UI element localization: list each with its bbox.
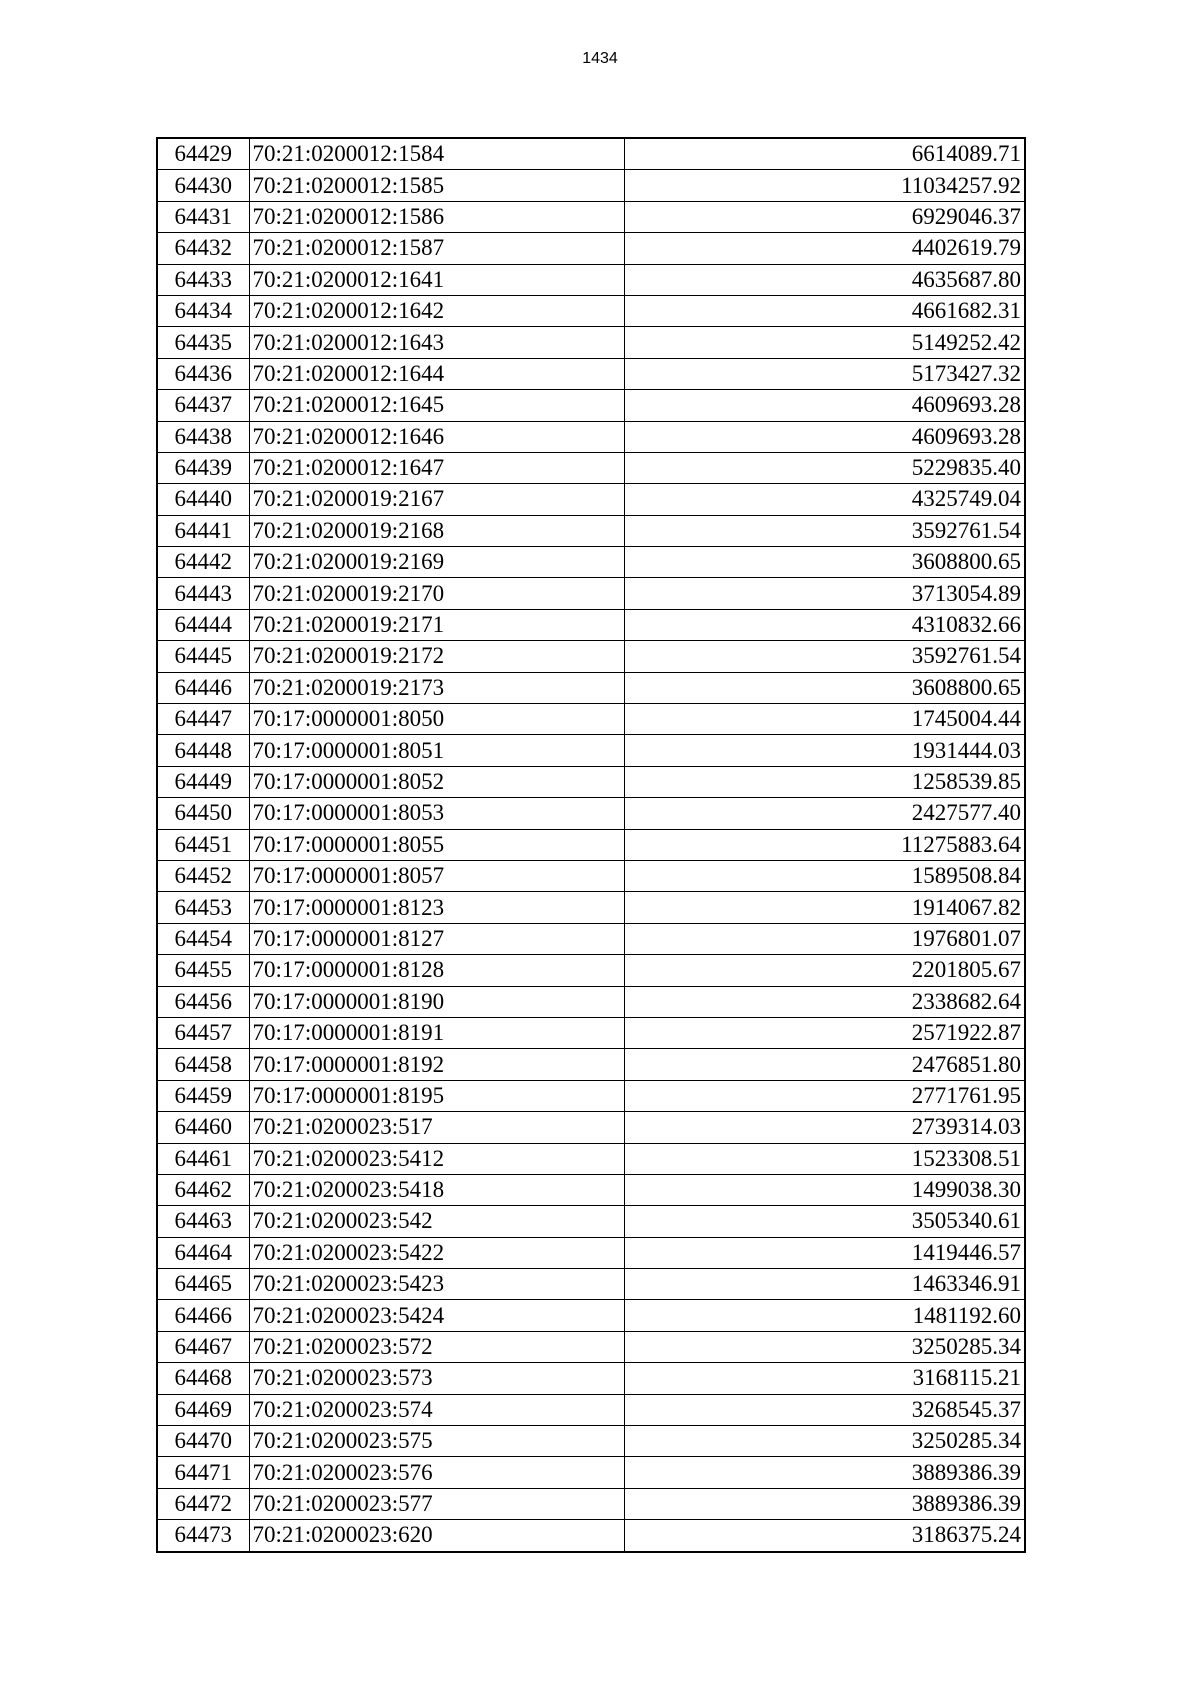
table-row bbox=[157, 1112, 1025, 1143]
cadastral-number-cell: 70:21:0200019:2167 bbox=[249, 484, 624, 515]
cadastral-number-cell: 70:21:0200012:1586 bbox=[249, 201, 624, 232]
table-row bbox=[157, 1488, 1025, 1519]
cadastral-number-cell: 70:21:0200023:5423 bbox=[249, 1269, 624, 1300]
table-row bbox=[157, 295, 1025, 326]
table-row bbox=[157, 358, 1025, 389]
table-row bbox=[157, 1363, 1025, 1394]
table-row bbox=[157, 390, 1025, 421]
cadastral-number-cell: 70:21:0200012:1587 bbox=[249, 233, 624, 264]
row-number-cell: 64446 bbox=[157, 672, 249, 703]
row-number-cell: 64456 bbox=[157, 986, 249, 1017]
table-row bbox=[157, 1269, 1025, 1300]
row-number-cell: 64430 bbox=[157, 170, 249, 201]
row-number-cell: 64451 bbox=[157, 829, 249, 860]
cadastral-number-cell: 70:21:0200023:517 bbox=[249, 1112, 624, 1143]
cadastral-number-cell: 70:21:0200023:577 bbox=[249, 1488, 624, 1519]
cadastral-value-cell: 11034257.92 bbox=[624, 170, 1025, 201]
cadastral-value-cell: 3186375.24 bbox=[624, 1520, 1025, 1552]
row-number-cell: 64452 bbox=[157, 860, 249, 891]
row-number-cell: 64464 bbox=[157, 1237, 249, 1268]
table-row bbox=[157, 1174, 1025, 1205]
table-row bbox=[157, 735, 1025, 766]
row-number-cell: 64436 bbox=[157, 358, 249, 389]
cadastral-value-cell: 1931444.03 bbox=[624, 735, 1025, 766]
cadastral-number-cell: 70:21:0200012:1643 bbox=[249, 327, 624, 358]
row-number-cell: 64468 bbox=[157, 1363, 249, 1394]
table-row bbox=[157, 515, 1025, 546]
cadastral-number-cell: 70:17:0000001:8055 bbox=[249, 829, 624, 860]
table-row bbox=[157, 829, 1025, 860]
table-row bbox=[157, 609, 1025, 640]
table-row bbox=[157, 578, 1025, 609]
cadastral-value-cell: 3250285.34 bbox=[624, 1426, 1025, 1457]
table-row bbox=[157, 1520, 1025, 1552]
cadastral-number-cell: 70:21:0200012:1641 bbox=[249, 264, 624, 295]
row-number-cell: 64473 bbox=[157, 1520, 249, 1552]
cadastral-value-cell: 3889386.39 bbox=[624, 1457, 1025, 1488]
row-number-cell: 64469 bbox=[157, 1394, 249, 1425]
cadastral-value-cell: 4609693.28 bbox=[624, 421, 1025, 452]
cadastral-number-cell: 70:17:0000001:8128 bbox=[249, 955, 624, 986]
cadastral-number-cell: 70:17:0000001:8191 bbox=[249, 1017, 624, 1048]
row-number-cell: 64441 bbox=[157, 515, 249, 546]
cadastral-value-cell: 2338682.64 bbox=[624, 986, 1025, 1017]
cadastral-number-cell: 70:21:0200012:1647 bbox=[249, 452, 624, 483]
cadastral-value-cell: 1258539.85 bbox=[624, 766, 1025, 797]
row-number-cell: 64455 bbox=[157, 955, 249, 986]
cadastral-value-cell: 3608800.65 bbox=[624, 672, 1025, 703]
row-number-cell: 64443 bbox=[157, 578, 249, 609]
row-number-cell: 64440 bbox=[157, 484, 249, 515]
cadastral-number-cell: 70:21:0200012:1645 bbox=[249, 390, 624, 421]
row-number-cell: 64457 bbox=[157, 1017, 249, 1048]
row-number-cell: 64438 bbox=[157, 421, 249, 452]
row-number-cell: 64433 bbox=[157, 264, 249, 295]
cadastral-number-cell: 70:17:0000001:8195 bbox=[249, 1080, 624, 1111]
row-number-cell: 64429 bbox=[157, 138, 249, 170]
cadastral-value-cell: 5173427.32 bbox=[624, 358, 1025, 389]
row-number-cell: 64466 bbox=[157, 1300, 249, 1331]
page-number: 1434 bbox=[582, 50, 618, 67]
cadastral-value-cell: 1499038.30 bbox=[624, 1174, 1025, 1205]
cadastral-value-cell: 3592761.54 bbox=[624, 515, 1025, 546]
cadastral-value-cell: 4310832.66 bbox=[624, 609, 1025, 640]
cadastral-number-cell: 70:21:0200023:572 bbox=[249, 1331, 624, 1362]
cadastral-number-cell: 70:17:0000001:8052 bbox=[249, 766, 624, 797]
row-number-cell: 64458 bbox=[157, 1049, 249, 1080]
table-row bbox=[157, 704, 1025, 735]
row-number-cell: 64448 bbox=[157, 735, 249, 766]
cadastral-number-cell: 70:17:0000001:8192 bbox=[249, 1049, 624, 1080]
row-number-cell: 64472 bbox=[157, 1488, 249, 1519]
cadastral-value-cell: 4402619.79 bbox=[624, 233, 1025, 264]
cadastral-number-cell: 70:21:0200023:575 bbox=[249, 1426, 624, 1457]
cadastral-value-cell: 3505340.61 bbox=[624, 1206, 1025, 1237]
cadastral-value-cell: 1976801.07 bbox=[624, 923, 1025, 954]
table-body bbox=[157, 138, 1025, 1552]
cadastral-value-cell: 3608800.65 bbox=[624, 547, 1025, 578]
row-number-cell: 64453 bbox=[157, 892, 249, 923]
row-number-cell: 64439 bbox=[157, 452, 249, 483]
row-number-cell: 64432 bbox=[157, 233, 249, 264]
cadastral-value-cell: 3168115.21 bbox=[624, 1363, 1025, 1394]
cadastral-value-cell: 4661682.31 bbox=[624, 295, 1025, 326]
table-row bbox=[157, 860, 1025, 891]
cadastral-value-cell: 1523308.51 bbox=[624, 1143, 1025, 1174]
cadastral-number-cell: 70:21:0200012:1584 bbox=[249, 138, 624, 170]
table-row bbox=[157, 1426, 1025, 1457]
cadastral-value-cell: 1481192.60 bbox=[624, 1300, 1025, 1331]
table-row bbox=[157, 1394, 1025, 1425]
table-row bbox=[157, 955, 1025, 986]
cadastral-value-cell: 3250285.34 bbox=[624, 1331, 1025, 1362]
cadastral-number-cell: 70:21:0200012:1644 bbox=[249, 358, 624, 389]
row-number-cell: 64471 bbox=[157, 1457, 249, 1488]
cadastral-number-cell: 70:21:0200019:2169 bbox=[249, 547, 624, 578]
cadastral-value-cell: 1463346.91 bbox=[624, 1269, 1025, 1300]
table-row bbox=[157, 452, 1025, 483]
cadastral-number-cell: 70:21:0200023:5418 bbox=[249, 1174, 624, 1205]
table-row bbox=[157, 201, 1025, 232]
table-row bbox=[157, 1331, 1025, 1362]
row-number-cell: 64447 bbox=[157, 704, 249, 735]
cadastral-number-cell: 70:21:0200019:2172 bbox=[249, 641, 624, 672]
table-row bbox=[157, 1049, 1025, 1080]
cadastral-number-cell: 70:17:0000001:8053 bbox=[249, 798, 624, 829]
row-number-cell: 64431 bbox=[157, 201, 249, 232]
cadastral-number-cell: 70:21:0200023:5412 bbox=[249, 1143, 624, 1174]
table-row bbox=[157, 138, 1025, 170]
row-number-cell: 64434 bbox=[157, 295, 249, 326]
cadastral-number-cell: 70:21:0200012:1585 bbox=[249, 170, 624, 201]
cadastral-number-cell: 70:21:0200023:5422 bbox=[249, 1237, 624, 1268]
table-row bbox=[157, 766, 1025, 797]
table-row bbox=[157, 484, 1025, 515]
cadastral-value-cell: 3713054.89 bbox=[624, 578, 1025, 609]
cadastral-number-cell: 70:21:0200019:2173 bbox=[249, 672, 624, 703]
row-number-cell: 64467 bbox=[157, 1331, 249, 1362]
table-row bbox=[157, 1237, 1025, 1268]
cadastral-value-cell: 1914067.82 bbox=[624, 892, 1025, 923]
row-number-cell: 64442 bbox=[157, 547, 249, 578]
cadastral-value-cell: 1589508.84 bbox=[624, 860, 1025, 891]
row-number-cell: 64454 bbox=[157, 923, 249, 954]
cadastral-value-cell: 1745004.44 bbox=[624, 704, 1025, 735]
row-number-cell: 64470 bbox=[157, 1426, 249, 1457]
cadastral-number-cell: 70:21:0200023:576 bbox=[249, 1457, 624, 1488]
cadastral-number-cell: 70:21:0200012:1646 bbox=[249, 421, 624, 452]
row-number-cell: 64435 bbox=[157, 327, 249, 358]
cadastral-value-cell: 2427577.40 bbox=[624, 798, 1025, 829]
cadastral-value-cell: 2201805.67 bbox=[624, 955, 1025, 986]
cadastral-value-cell: 2476851.80 bbox=[624, 1049, 1025, 1080]
row-number-cell: 64459 bbox=[157, 1080, 249, 1111]
cadastral-value-cell: 6614089.71 bbox=[624, 138, 1025, 170]
cadastral-number-cell: 70:17:0000001:8057 bbox=[249, 860, 624, 891]
row-number-cell: 64437 bbox=[157, 390, 249, 421]
cadastral-number-cell: 70:17:0000001:8051 bbox=[249, 735, 624, 766]
cadastral-number-cell: 70:17:0000001:8123 bbox=[249, 892, 624, 923]
table-row bbox=[157, 1017, 1025, 1048]
cadastral-number-cell: 70:21:0200012:1642 bbox=[249, 295, 624, 326]
table-row bbox=[157, 233, 1025, 264]
cadastral-value-cell: 4609693.28 bbox=[624, 390, 1025, 421]
row-number-cell: 64462 bbox=[157, 1174, 249, 1205]
cadastral-value-cell: 3889386.39 bbox=[624, 1488, 1025, 1519]
table-row bbox=[157, 798, 1025, 829]
cadastral-value-cell: 2571922.87 bbox=[624, 1017, 1025, 1048]
cadastral-value-cell: 2771761.95 bbox=[624, 1080, 1025, 1111]
table-row bbox=[157, 1080, 1025, 1111]
table-row bbox=[157, 421, 1025, 452]
table-row bbox=[157, 264, 1025, 295]
table-row bbox=[157, 986, 1025, 1017]
table-row bbox=[157, 923, 1025, 954]
table-row bbox=[157, 1206, 1025, 1237]
table-row bbox=[157, 1300, 1025, 1331]
row-number-cell: 64444 bbox=[157, 609, 249, 640]
row-number-cell: 64450 bbox=[157, 798, 249, 829]
row-number-cell: 64449 bbox=[157, 766, 249, 797]
row-number-cell: 64461 bbox=[157, 1143, 249, 1174]
table-row bbox=[157, 892, 1025, 923]
row-number-cell: 64465 bbox=[157, 1269, 249, 1300]
cadastral-value-cell: 3268545.37 bbox=[624, 1394, 1025, 1425]
row-number-cell: 64463 bbox=[157, 1206, 249, 1237]
table-row bbox=[157, 672, 1025, 703]
cadastral-number-cell: 70:21:0200023:574 bbox=[249, 1394, 624, 1425]
cadastral-number-cell: 70:21:0200023:620 bbox=[249, 1520, 624, 1552]
cadastral-value-cell: 3592761.54 bbox=[624, 641, 1025, 672]
cadastral-value-cell: 11275883.64 bbox=[624, 829, 1025, 860]
row-number-cell: 64445 bbox=[157, 641, 249, 672]
cadastral-number-cell: 70:17:0000001:8190 bbox=[249, 986, 624, 1017]
cadastral-number-cell: 70:21:0200019:2168 bbox=[249, 515, 624, 546]
cadastral-value-cell: 5149252.42 bbox=[624, 327, 1025, 358]
table-row bbox=[157, 170, 1025, 201]
table-row bbox=[157, 327, 1025, 358]
cadastral-value-cell: 4635687.80 bbox=[624, 264, 1025, 295]
table-row bbox=[157, 641, 1025, 672]
table-row bbox=[157, 1143, 1025, 1174]
cadastral-number-cell: 70:21:0200019:2171 bbox=[249, 609, 624, 640]
cadastral-value-cell: 1419446.57 bbox=[624, 1237, 1025, 1268]
row-number-cell: 64460 bbox=[157, 1112, 249, 1143]
cadastral-value-cell: 6929046.37 bbox=[624, 201, 1025, 232]
cadastral-number-cell: 70:21:0200023:5424 bbox=[249, 1300, 624, 1331]
cadastral-value-cell: 2739314.03 bbox=[624, 1112, 1025, 1143]
cadastral-value-table bbox=[156, 137, 1026, 1553]
cadastral-number-cell: 70:21:0200019:2170 bbox=[249, 578, 624, 609]
cadastral-number-cell: 70:21:0200023:573 bbox=[249, 1363, 624, 1394]
cadastral-value-cell: 4325749.04 bbox=[624, 484, 1025, 515]
cadastral-number-cell: 70:17:0000001:8127 bbox=[249, 923, 624, 954]
cadastral-value-cell: 5229835.40 bbox=[624, 452, 1025, 483]
cadastral-number-cell: 70:21:0200023:542 bbox=[249, 1206, 624, 1237]
table-row bbox=[157, 547, 1025, 578]
cadastral-number-cell: 70:17:0000001:8050 bbox=[249, 704, 624, 735]
table-row bbox=[157, 1457, 1025, 1488]
